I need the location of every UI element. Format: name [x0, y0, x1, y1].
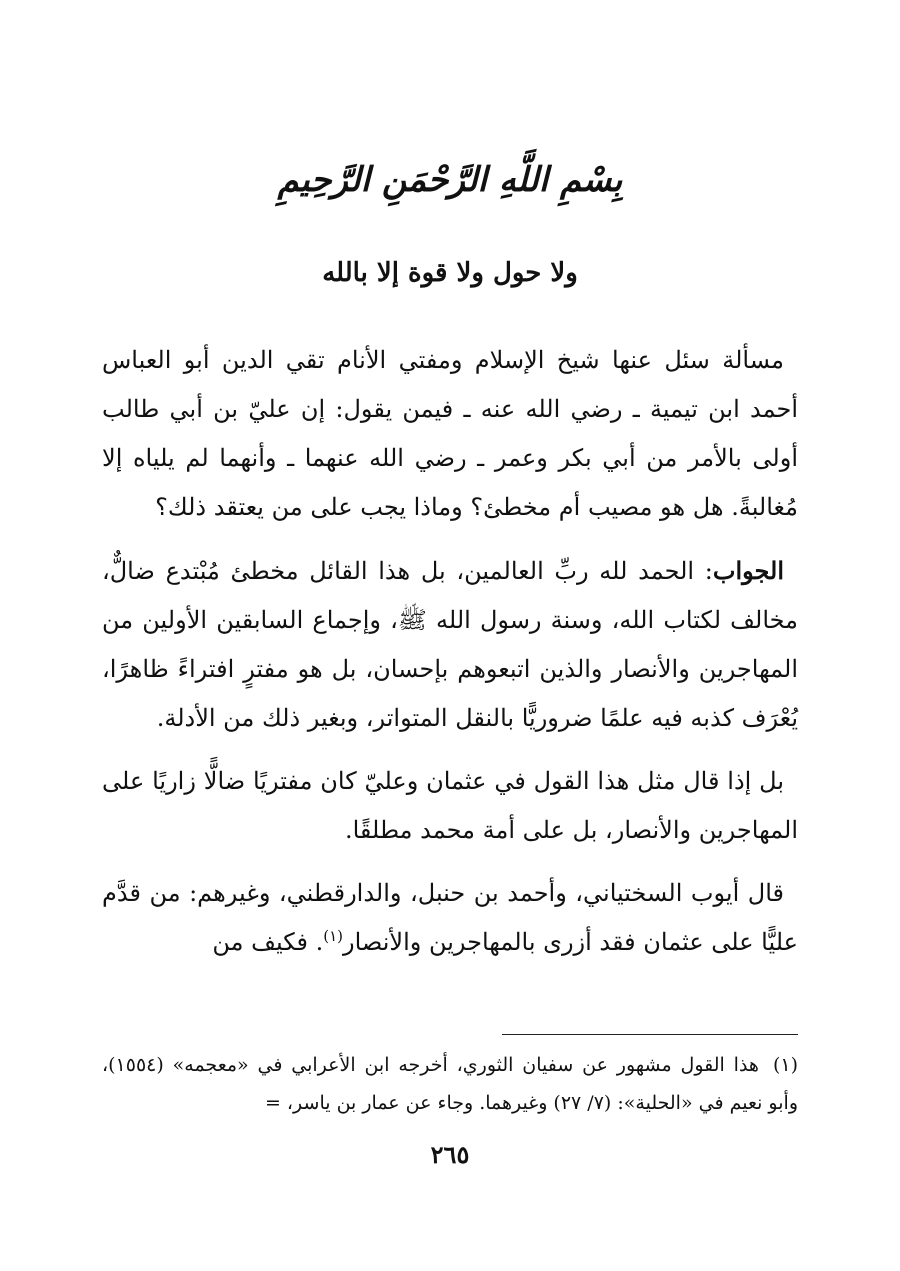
paragraph-four-text: قال أيوب السختياني، وأحمد بن حنبل، والدارقطني، وغيرهم: من قدَّم عليًّا على عثمان فقد أزرى بالمهاجرين والأنصار — [102, 879, 798, 956]
question-text: مسألة سئل عنها شيخ الإسلام ومفتي الأنام تقي الدين أبو العباس أحمد ابن تيمية ـ رضي الله عنه ـ فيمن يقول: إن عليّ بن أبي طالب أولى بالأمر من أبي بكر وعمر ـ رضي الله عنهما ـ وأنهما لم يلياه إلا مُغالبةً. هل هو مصيب أم مخطئ؟ وماذا يجب على من يعتقد ذلك؟ — [102, 346, 798, 521]
footnote-marker[interactable]: (١) — [323, 927, 343, 945]
footnote-number: (١) — [772, 1054, 798, 1076]
page-number: ٢٦٥ — [430, 1140, 470, 1169]
question-paragraph — [102, 336, 798, 532]
main-text — [102, 336, 798, 981]
paragraph-three — [102, 757, 798, 855]
basmala-text: بِسْمِ اللَّهِ الرَّحْمَنِ الرَّحِيمِ — [277, 160, 623, 200]
footnote-divider — [502, 1034, 798, 1035]
answer-paragraph — [102, 546, 798, 743]
footnote — [102, 1046, 798, 1122]
answer-text: : الحمد لله ربِّ العالمين، بل هذا القائل مخطئ مُبْتدع ضالٌّ، مخالف لكتاب الله، وسنة رسول الله ﷺ، وإجماع السابقين الأولين من المهاجرين والأنصار والذين اتبعوهم بإحسان، بل هو مفترٍ افتراءً ظاهرًا، يُعْرَف كذبه فيه علمًا ضروريًّا بالنقل المتواتر، وبغير ذلك من الأدلة. — [102, 557, 798, 732]
page-subtitle: ولا حول ولا قوة إلا بالله — [322, 258, 578, 288]
paragraph-three-text: بل إذا قال مثل هذا القول في عثمان وعليّ كان مفتريًا ضالًّا زاريًا على المهاجرين والأنصار، بل على أمة محمد مطلقًا. — [102, 767, 798, 844]
paragraph-four-continuation: . فكيف من — [212, 928, 324, 956]
basmala-heading — [0, 160, 900, 200]
footnote-text: هذا القول مشهور عن سفيان الثوري، أخرجه ابن الأعرابي في «معجمه» (١٥٥٤)، وأبو نعيم في «الحلية»: (٧/ ٢٧) وغيرهما. وجاء عن عمار بن ياسر، = — [102, 1054, 798, 1114]
paragraph-four — [102, 869, 798, 967]
answer-lead-word: الجواب — [712, 556, 784, 585]
